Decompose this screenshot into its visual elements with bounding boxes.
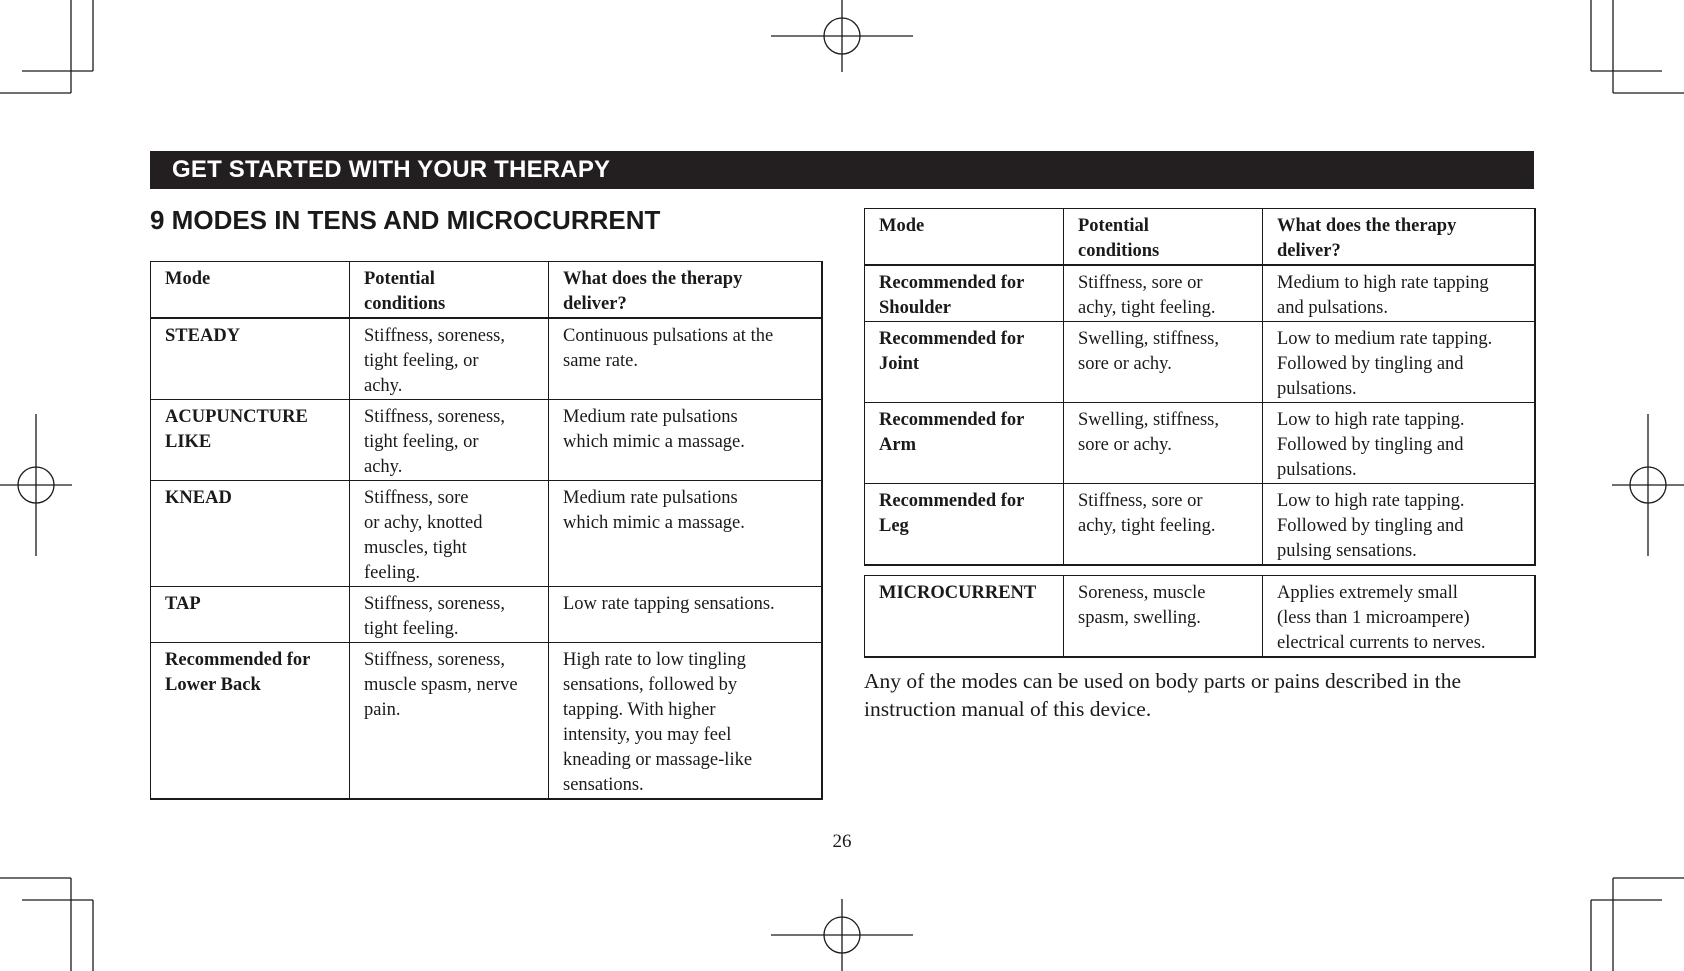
table-row (151, 587, 822, 643)
conditions-cell: Stiffness, soreness, tight feeling, or achy. (350, 318, 549, 400)
conditions-cell: Swelling, stiffness, sore or achy. (1064, 403, 1263, 484)
conditions-cell: Stiffness, soreness, muscle spasm, nerve pain. (350, 643, 549, 800)
page-number: 26 (832, 831, 852, 852)
delivers-cell: Medium rate pulsations which mimic a massage. (549, 400, 822, 481)
delivers-cell: Continuous pulsations at the same rate. (549, 318, 822, 400)
mode-cell: Recommended for Lower Back (151, 643, 350, 800)
table-row (151, 643, 822, 800)
mode-cell: ACUPUNCTURE LIKE (151, 400, 350, 481)
mode-cell: Recommended for Joint (865, 322, 1064, 403)
column-header-conditions: Potential conditions (1064, 209, 1263, 266)
mode-cell: Recommended for Shoulder (865, 265, 1064, 322)
delivers-cell: Low rate tapping sensations. (549, 587, 822, 643)
table-header-row (865, 209, 1535, 266)
table-row (151, 318, 822, 400)
delivers-cell: High rate to low tingling sensations, followed by tapping. With higher intensity, you may feel kneading or massage-like sensations. (549, 643, 822, 800)
delivers-cell: Applies extremely small (less than 1 microampere) electrical currents to nerves. (1263, 576, 1535, 658)
mode-cell: STEADY (151, 318, 350, 400)
conditions-cell: Stiffness, sore or achy, tight feeling. (1064, 484, 1263, 566)
mode-cell: Recommended for Arm (865, 403, 1064, 484)
conditions-cell: Stiffness, sore or achy, tight feeling. (1064, 265, 1263, 322)
delivers-cell: Medium rate pulsations which mimic a massage. (549, 481, 822, 587)
modes-table-left (150, 261, 823, 800)
mode-cell: TAP (151, 587, 350, 643)
table-row (865, 576, 1535, 658)
mode-cell: MICROCURRENT (865, 576, 1064, 658)
table-row (151, 400, 822, 481)
conditions-cell: Soreness, muscle spasm, swelling. (1064, 576, 1263, 658)
delivers-cell: Medium to high rate tapping and pulsations. (1263, 265, 1535, 322)
column-header-mode: Mode (151, 262, 350, 319)
conditions-cell: Stiffness, sore or achy, knotted muscles, tight feeling. (350, 481, 549, 587)
conditions-cell: Stiffness, soreness, tight feeling. (350, 587, 549, 643)
conditions-cell: Stiffness, soreness, tight feeling, or achy. (350, 400, 549, 481)
page-title: 9 MODES IN TENS AND MICROCURRENT (150, 205, 661, 235)
usage-note: Any of the modes can be used on body parts or pains described in the instruction manual of this device. (864, 669, 1462, 721)
table-row (151, 481, 822, 587)
column-header-mode: Mode (865, 209, 1064, 266)
registration-mark-bottom (771, 899, 913, 971)
column-header-conditions: Potential conditions (350, 262, 549, 319)
table-row (865, 322, 1535, 403)
mode-cell: Recommended for Leg (865, 484, 1064, 566)
section-banner: GET STARTED WITH YOUR THERAPY (150, 151, 1534, 189)
delivers-cell: Low to high rate tapping. Followed by tingling and pulsing sensations. (1263, 484, 1535, 566)
column-header-delivers: What does the therapy deliver? (1263, 209, 1535, 266)
conditions-cell: Swelling, stiffness, sore or achy. (1064, 322, 1263, 403)
table-row (865, 484, 1535, 566)
registration-mark-left (0, 414, 72, 556)
delivers-cell: Low to medium rate tapping. Followed by tingling and pulsations. (1263, 322, 1535, 403)
column-header-delivers: What does the therapy deliver? (549, 262, 822, 319)
table-row (865, 265, 1535, 322)
microcurrent-table (864, 575, 1536, 658)
delivers-cell: Low to high rate tapping. Followed by tingling and pulsations. (1263, 403, 1535, 484)
modes-table-right (864, 208, 1536, 566)
table-header-row (151, 262, 822, 319)
registration-mark-right (1612, 414, 1684, 556)
registration-mark-top (771, 0, 913, 72)
table-row (865, 403, 1535, 484)
mode-cell: KNEAD (151, 481, 350, 587)
